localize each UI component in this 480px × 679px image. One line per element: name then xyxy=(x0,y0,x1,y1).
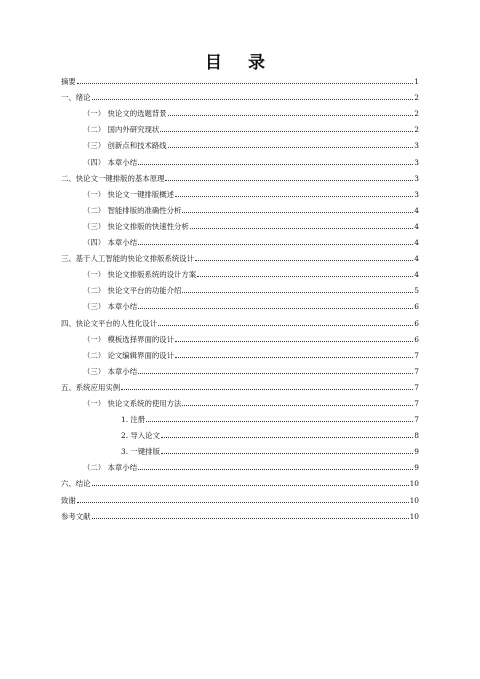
dot-leader xyxy=(175,196,413,197)
toc-entry[interactable] xyxy=(61,505,419,521)
toc-entry-page-number: 2 xyxy=(414,109,419,119)
dot-leader xyxy=(146,421,413,422)
toc-entry-page-number: 4 xyxy=(414,270,419,280)
toc-entry[interactable] xyxy=(61,311,419,327)
toc-entry-label: （三） 本章小结 xyxy=(83,366,138,376)
toc-entry[interactable] xyxy=(61,408,419,424)
toc-entry-label: 四、快论文平台的人性化设计 xyxy=(61,318,158,328)
dot-leader xyxy=(161,437,413,438)
dot-leader xyxy=(77,83,414,84)
toc-entry-label: 3. 一键排版 xyxy=(121,447,160,457)
dot-leader xyxy=(197,276,413,277)
toc-entry[interactable] xyxy=(61,247,419,263)
toc-entry[interactable] xyxy=(61,70,419,86)
toc-entry[interactable] xyxy=(61,183,419,199)
toc-entry[interactable] xyxy=(61,392,419,408)
toc-entry-page-number: 7 xyxy=(414,415,419,425)
dot-leader xyxy=(138,373,413,374)
toc-entry-label: （一） 快论文排版系统的设计方案 xyxy=(83,270,197,280)
toc-entry-page-number: 4 xyxy=(414,238,419,248)
toc-entry-label: （一） 快论文的选题背景 xyxy=(83,109,167,119)
toc-entry[interactable] xyxy=(61,328,419,344)
toc-entry[interactable] xyxy=(61,488,419,504)
dot-leader xyxy=(160,131,413,132)
dot-leader xyxy=(175,357,413,358)
toc-entry[interactable] xyxy=(61,263,419,279)
toc-entry-page-number: 10 xyxy=(409,479,419,489)
toc-entry-page-number: 7 xyxy=(414,350,419,360)
toc-entry[interactable] xyxy=(61,167,419,183)
toc-entry-label: （二） 论文编辑界面的设计 xyxy=(83,350,175,360)
toc-entry[interactable] xyxy=(61,150,419,166)
dot-leader xyxy=(165,180,413,181)
dot-leader xyxy=(77,502,409,503)
dot-leader xyxy=(138,308,413,309)
toc-entry-page-number: 6 xyxy=(414,302,419,312)
toc-entry-page-number: 7 xyxy=(414,398,419,408)
dot-leader xyxy=(92,485,409,486)
dot-leader xyxy=(158,325,413,326)
toc-entry-page-number: 3 xyxy=(414,141,419,151)
toc-entry-page-number: 9 xyxy=(414,447,419,457)
toc-entry-label: 五、系统应用实例 xyxy=(61,382,121,392)
toc-entry-label: （四） 本章小结 xyxy=(83,238,138,248)
toc-title: 目 录 xyxy=(205,53,275,73)
dot-leader xyxy=(161,453,413,454)
toc-entry-label: （三） 快论文排版的快速性分析 xyxy=(83,221,189,231)
toc-entry-label: （二） 快论文平台的功能介绍 xyxy=(83,286,182,296)
toc-entry[interactable] xyxy=(61,134,419,150)
toc-entry-label: （一） 快论文系统的使用方法 xyxy=(83,398,182,408)
toc-entry-label: 三、基于人工智能的快论文排版系统设计 xyxy=(61,254,195,264)
toc-entry-page-number: 8 xyxy=(414,431,419,441)
dot-leader xyxy=(182,405,413,406)
toc-entry[interactable] xyxy=(61,456,419,472)
toc-entry-page-number: 2 xyxy=(414,93,419,103)
toc-entry[interactable] xyxy=(61,102,419,118)
toc-entry-label: （二） 国内外研究现状 xyxy=(83,125,160,135)
toc-entry-label: （二） 智能排版的准确性分析 xyxy=(83,205,182,215)
toc-entry[interactable] xyxy=(61,231,419,247)
toc-entry-label: （二） 本章小结 xyxy=(83,463,138,473)
toc-entry-page-number: 2 xyxy=(414,125,419,135)
toc-entry[interactable] xyxy=(61,424,419,440)
toc-entry-label: 六、结论 xyxy=(61,479,91,489)
toc-entry-label: 参考文献 xyxy=(61,511,91,521)
toc-entry-page-number: 1 xyxy=(414,77,419,87)
toc-entry-page-number: 4 xyxy=(414,205,419,215)
toc-entry-page-number: 4 xyxy=(414,221,419,231)
toc-entry[interactable] xyxy=(61,376,419,392)
toc-entry[interactable] xyxy=(61,118,419,134)
toc-entry[interactable] xyxy=(61,295,419,311)
dot-leader xyxy=(182,212,413,213)
dot-leader xyxy=(190,228,413,229)
toc-entry[interactable] xyxy=(61,279,419,295)
toc-entry-label: 致谢 xyxy=(61,495,76,505)
toc-entry-label: （三） 创新点和技术路线 xyxy=(83,141,167,151)
toc-entry[interactable] xyxy=(61,472,419,488)
dot-leader xyxy=(92,99,414,100)
toc-entry-page-number: 5 xyxy=(414,286,419,296)
toc-entry-page-number: 3 xyxy=(414,173,419,183)
toc-entry-label: 2. 导入论文 xyxy=(121,431,160,441)
dot-leader xyxy=(121,389,413,390)
toc-entry-page-number: 9 xyxy=(414,463,419,473)
toc-entry-page-number: 10 xyxy=(409,511,419,521)
toc-entry[interactable] xyxy=(61,86,419,102)
dot-leader xyxy=(182,292,413,293)
toc-entry-page-number: 3 xyxy=(414,157,419,167)
dot-leader xyxy=(195,260,413,261)
dot-leader xyxy=(138,164,413,165)
dot-leader xyxy=(138,244,413,245)
toc-entry-label: 二、快论文一键排版的基本原理 xyxy=(61,173,165,183)
toc-entry-label: （一） 快论文一键排版概述 xyxy=(83,189,175,199)
toc-entry-label: （三） 本章小结 xyxy=(83,302,138,312)
toc-entry-page-number: 10 xyxy=(409,495,419,505)
dot-leader xyxy=(138,469,413,470)
toc-entry-label: （一） 模板选择界面的设计 xyxy=(83,334,175,344)
dot-leader xyxy=(175,341,413,342)
dot-leader xyxy=(92,518,409,519)
toc-entry-page-number: 7 xyxy=(414,382,419,392)
toc-entry[interactable] xyxy=(61,440,419,456)
toc-entry-page-number: 4 xyxy=(414,254,419,264)
toc-entry[interactable] xyxy=(61,360,419,376)
toc-entry-page-number: 7 xyxy=(414,366,419,376)
toc-entry[interactable] xyxy=(61,344,419,360)
toc-entry[interactable] xyxy=(61,215,419,231)
toc-entry-label: 一、绪论 xyxy=(61,93,91,103)
toc-entry-page-number: 6 xyxy=(414,318,419,328)
table-of-contents xyxy=(61,70,419,521)
toc-entry-page-number: 6 xyxy=(414,334,419,344)
dot-leader xyxy=(168,115,414,116)
toc-entry-label: 摘要 xyxy=(61,77,76,87)
toc-entry-label: 1. 注册 xyxy=(121,415,146,425)
dot-leader xyxy=(168,147,414,148)
toc-entry[interactable] xyxy=(61,199,419,215)
toc-entry-label: （四） 本章小结 xyxy=(83,157,138,167)
toc-entry-page-number: 3 xyxy=(414,189,419,199)
